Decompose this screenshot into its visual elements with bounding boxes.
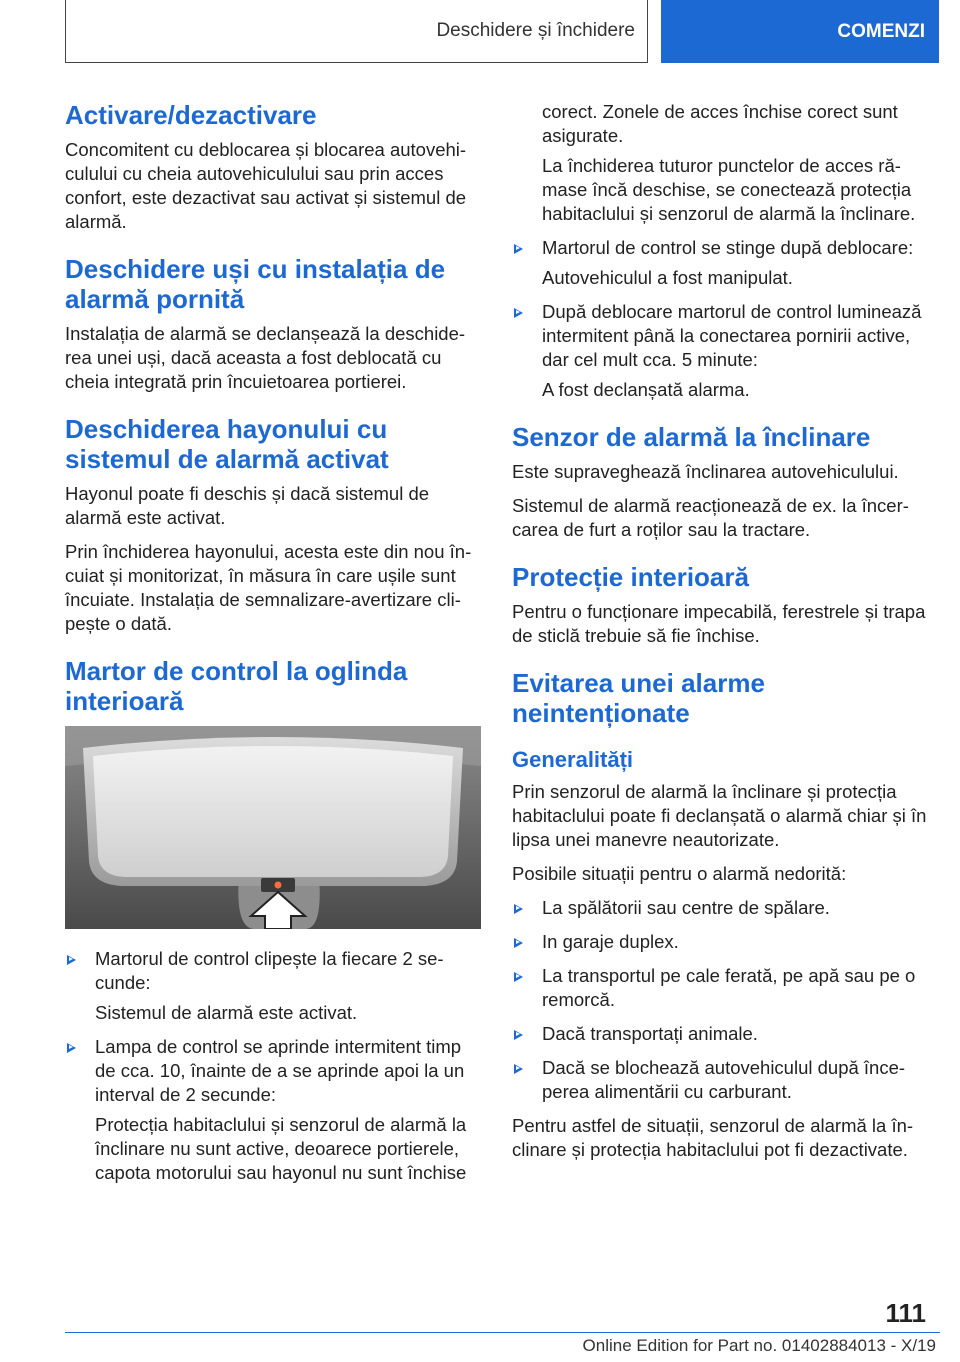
paragraph: Pentru o funcționare impecabilă, ferestrele și trapa de sticlă trebuie să fie închise. bbox=[512, 601, 926, 646]
paragraph: Posibile situații pentru o alarmă nedorită: bbox=[512, 863, 847, 884]
situation-list bbox=[512, 896, 928, 1104]
heading-interior-protection: Protecție interioară bbox=[512, 562, 749, 592]
paragraph: Concomitent cu deblocarea și blocarea autovehiculului cu cheia autovehiculului sau prin acces confort, este dezactivat sau activat și sistemul de alarmă. bbox=[65, 139, 467, 232]
list-item-text: Martorul de control clipește la fiecare 2 secunde: bbox=[95, 948, 444, 993]
triangle-bullet-icon bbox=[67, 1043, 76, 1053]
paragraph: Este supraveghează înclinarea autovehiculului. bbox=[512, 461, 899, 482]
heading-tailgate: Deschiderea hayonului cu sistemul de alarmă activat bbox=[65, 414, 389, 474]
header-chapter-title: COMENZI bbox=[837, 20, 925, 42]
section-indicator-mirror bbox=[65, 656, 481, 1185]
footer-divider bbox=[65, 1332, 940, 1333]
list-item bbox=[512, 1056, 928, 1104]
list-item-text: Lampa de control se aprinde intermitent timp de cca. 10, înainte de a se aprinde apoi la un interval de 2 secunde: bbox=[95, 1036, 465, 1105]
list-item bbox=[512, 964, 928, 1012]
list-item-text: Martorul de control se stinge după deblocare: bbox=[542, 237, 914, 258]
paragraph: Sistemul de alarmă reacționează de ex. la încercarea de furt a roților sau la tractare. bbox=[512, 495, 909, 540]
section-doors-alarm bbox=[65, 254, 481, 394]
right-column bbox=[512, 100, 928, 1182]
list-item bbox=[512, 896, 928, 920]
list-item-continued bbox=[512, 100, 928, 226]
paragraph: Instalația de alarmă se declanșează la deschiderea unei uși, dacă aceasta a fost deblocată cu cheia integrată prin încuietoarea portierei. bbox=[65, 323, 466, 392]
triangle-bullet-icon bbox=[514, 244, 523, 254]
section-tilt-sensor bbox=[512, 422, 928, 542]
paragraph: Prin închiderea hayonului, acesta este din nou încuiat și monitorizat, în măsura în care ușile sunt încuiate. Instalația de semnalizare-avertizare clipește o dată. bbox=[65, 541, 472, 634]
list-item bbox=[512, 1022, 928, 1046]
subheading-general: Generalități bbox=[512, 747, 634, 772]
heading-avoid-false-alarm: Evitarea unei alarme neintenționate bbox=[512, 668, 765, 728]
heading-indicator-mirror: Martor de control la oglinda interioară bbox=[65, 656, 408, 716]
section-interior-protection bbox=[512, 562, 928, 648]
indicator-list bbox=[65, 947, 481, 1185]
paragraph: Pentru astfel de situații, senzorul de alarmă la înclinare și protecția habitaclului pot fi dezactivate. bbox=[512, 1115, 914, 1160]
triangle-bullet-icon bbox=[514, 308, 523, 318]
list-item-text: Dacă transportați animale. bbox=[542, 1023, 758, 1044]
continued-list bbox=[512, 100, 928, 402]
heading-doors-alarm: Deschidere uși cu instalația de alarmă pornită bbox=[65, 254, 446, 314]
list-item bbox=[65, 1035, 481, 1185]
header-chapter-tab bbox=[661, 0, 939, 63]
triangle-bullet-icon bbox=[514, 1030, 523, 1040]
triangle-bullet-icon bbox=[514, 972, 523, 982]
list-item-text: La transportul pe cale ferată, pe apă sau pe o remorcă. bbox=[542, 965, 916, 1010]
section-tailgate bbox=[65, 414, 481, 636]
triangle-bullet-icon bbox=[67, 955, 76, 965]
list-item bbox=[512, 236, 928, 290]
section-activation bbox=[65, 100, 481, 234]
section-avoid-false-alarm bbox=[512, 668, 928, 1162]
list-item-subtext: Autovehiculul a fost manipulat. bbox=[542, 267, 793, 288]
paragraph: Hayonul poate fi deschis și dacă sistemul de alarmă este activat. bbox=[65, 483, 430, 528]
list-item-text: Dacă se blochează autovehiculul după începerea alimentării cu carburant. bbox=[542, 1057, 906, 1102]
rearview-mirror-image bbox=[65, 726, 481, 929]
list-item bbox=[512, 300, 928, 402]
list-item-subtext: A fost declanșată alarma. bbox=[542, 379, 750, 400]
heading-activation: Activare/dezactivare bbox=[65, 100, 317, 130]
paragraph: corect. Zonele de acces închise corect sunt asigurate. bbox=[542, 101, 898, 146]
list-item bbox=[65, 947, 481, 1025]
list-item-text: In garaje duplex. bbox=[542, 931, 679, 952]
list-item bbox=[512, 930, 928, 954]
triangle-bullet-icon bbox=[514, 938, 523, 948]
footer-edition: Online Edition for Part no. 01402884013 - X/19 bbox=[582, 1336, 936, 1355]
list-item-text: La spălătorii sau centre de spălare. bbox=[542, 897, 830, 918]
heading-tilt-sensor: Senzor de alarmă la înclinare bbox=[512, 422, 871, 452]
left-column bbox=[65, 100, 481, 1205]
list-item-text: După deblocare martorul de control luminează intermitent până la conectarea pornirii active, dar cel mult cca. 5 minute: bbox=[542, 301, 922, 370]
header-section-title: Deschidere și închidere bbox=[436, 20, 635, 41]
paragraph: La închiderea tuturor punctelor de acces rămase încă deschise, se conectează protecția habitaclului și senzorul de alarmă la înclinare. bbox=[542, 155, 916, 224]
page-number: 111 bbox=[885, 1298, 926, 1328]
triangle-bullet-icon bbox=[514, 1064, 523, 1074]
paragraph: Prin senzorul de alarmă la înclinare și protecția habitaclului poate fi declanșată o alarmă chiar și în lipsa unei manevre neautorizate. bbox=[512, 781, 927, 850]
triangle-bullet-icon bbox=[514, 904, 523, 914]
header-section-box bbox=[65, 0, 648, 63]
list-item-subtext: Sistemul de alarmă este activat. bbox=[95, 1002, 358, 1023]
list-item-subtext: Protecția habitaclului și senzorul de alarmă la înclinare nu sunt active, deoarece portierele, capota motorului sau hayonul nu sunt închise bbox=[95, 1114, 467, 1183]
